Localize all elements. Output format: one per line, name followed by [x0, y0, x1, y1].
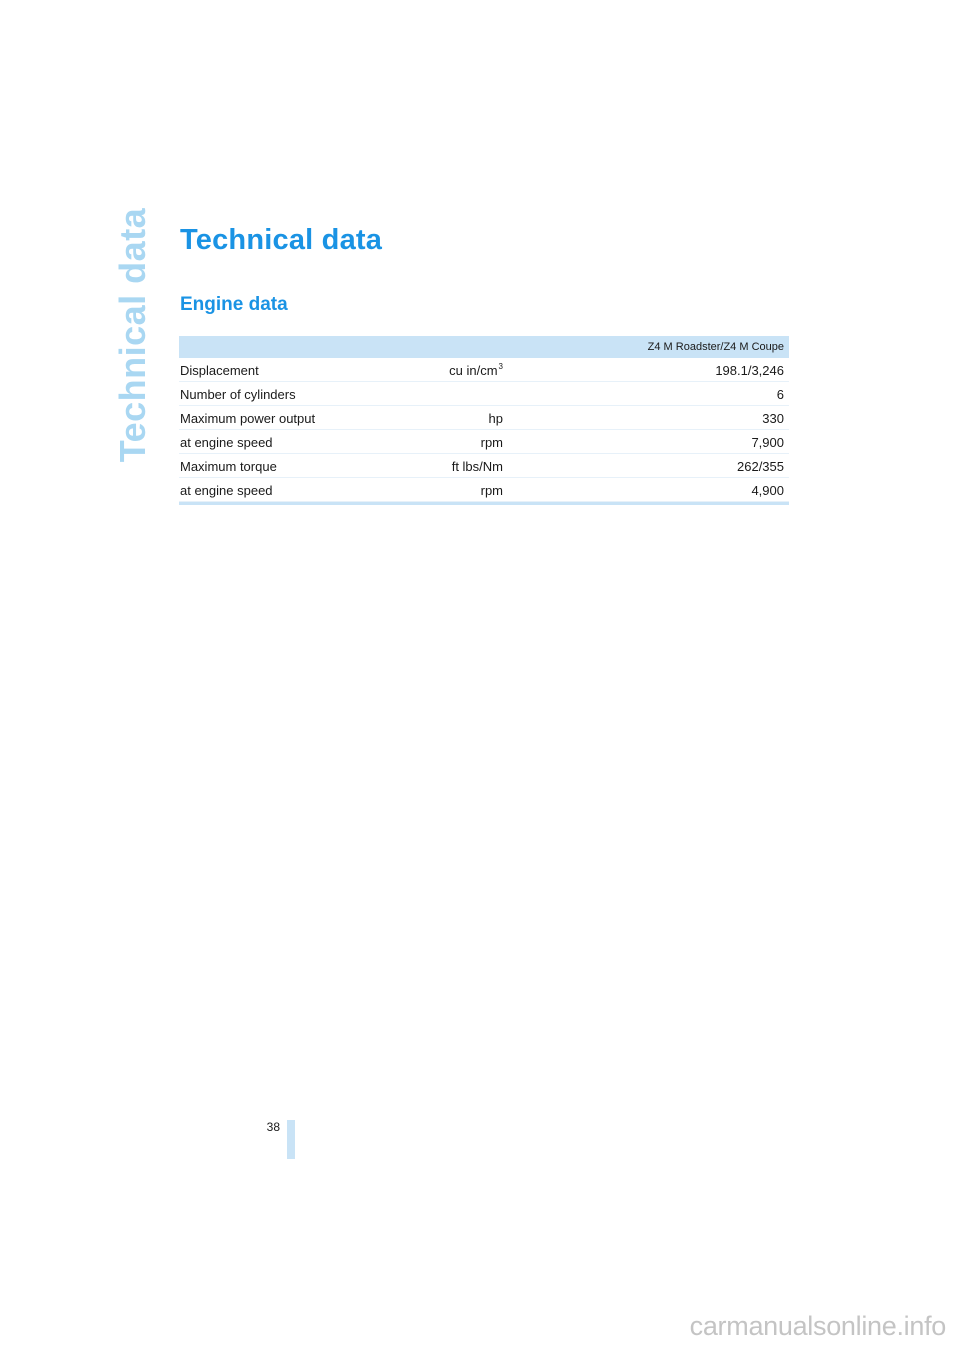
row-unit-superscript: 3: [498, 362, 503, 371]
row-label: Displacement: [180, 363, 259, 378]
row-label: Maximum power output: [180, 411, 316, 426]
row-label: Maximum torque: [180, 459, 277, 474]
row-unit: hp: [488, 411, 503, 426]
row-unit: ft lbs/Nm: [451, 459, 503, 474]
row-unit-text: cu in/cm: [449, 363, 498, 378]
page-number-bar: [287, 1120, 295, 1159]
row-value: 7,900: [751, 435, 784, 450]
table-row: [179, 478, 789, 502]
table-row: [179, 454, 789, 478]
row-label: at engine speed: [180, 483, 273, 498]
row-value: 198.1/3,246: [715, 363, 784, 378]
table-row: [179, 406, 789, 430]
watermark: carmanualsonline.info: [689, 1311, 946, 1341]
table-header: [179, 336, 789, 358]
row-unit: rpm: [480, 435, 503, 450]
side-section-tab-label: Technical data: [112, 207, 154, 463]
side-section-tab: [112, 207, 154, 463]
row-unit: [449, 363, 503, 378]
table-header-model: Z4 M Roadster/Z4 M Coupe: [647, 341, 784, 353]
table-row: [179, 430, 789, 454]
page-title: Technical data: [180, 224, 383, 256]
section-title: Engine data: [180, 294, 288, 315]
row-unit: rpm: [480, 483, 503, 498]
row-value: 6: [776, 387, 784, 402]
row-value: 330: [762, 411, 784, 426]
table-row: [179, 358, 789, 382]
row-label: at engine speed: [180, 435, 273, 450]
table-row: [179, 382, 789, 406]
row-value: 4,900: [751, 483, 784, 498]
row-value: 262/355: [737, 459, 784, 474]
page-number: 38: [266, 1120, 280, 1134]
table-bottom-rule: [179, 502, 789, 505]
row-label: Number of cylinders: [180, 387, 296, 402]
engine-data-table: [179, 336, 789, 505]
